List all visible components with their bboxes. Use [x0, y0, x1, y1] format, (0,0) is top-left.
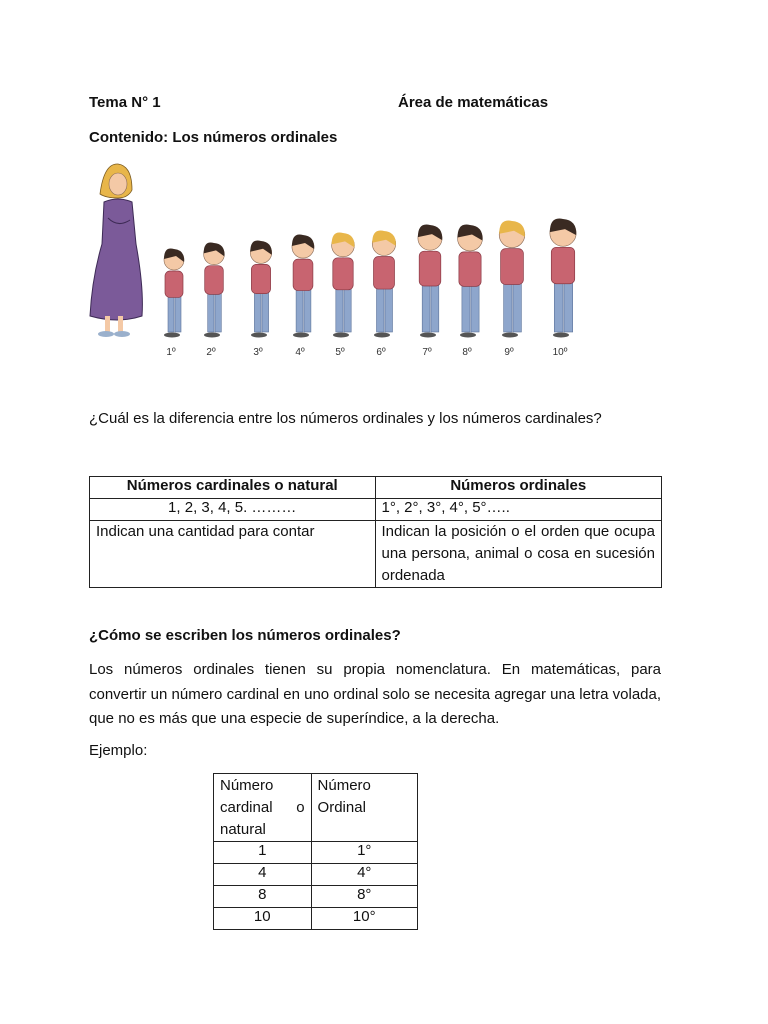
child-figure	[164, 248, 184, 337]
cardinal-cell: 8	[214, 886, 312, 908]
child-leg	[208, 292, 214, 332]
table-row	[90, 521, 662, 588]
header-numero-cardinal: Número cardinal o natural	[214, 774, 312, 842]
child-leg	[175, 295, 181, 332]
child-shoes	[374, 333, 390, 338]
child-figure	[204, 242, 225, 337]
child-figure	[499, 221, 525, 338]
child-shoes	[502, 333, 518, 338]
child-shirt	[374, 257, 395, 290]
child-shoes	[164, 333, 180, 338]
child-leg	[336, 288, 343, 332]
child-shirt	[251, 264, 270, 293]
child-figure	[332, 232, 355, 337]
table-row	[90, 499, 662, 521]
child-leg	[513, 282, 521, 332]
table-row	[214, 908, 418, 930]
contenido-heading: Contenido: Los números ordinales	[89, 129, 338, 146]
child-leg	[422, 284, 430, 332]
teacher-head	[109, 173, 127, 195]
teacher-dress	[90, 199, 142, 320]
ordinal-label: 10º	[552, 347, 568, 358]
child-shoes	[553, 333, 569, 338]
child-leg	[168, 295, 174, 332]
tema-heading: Tema N° 1	[89, 94, 161, 111]
child-leg	[471, 284, 479, 332]
child-shoes	[293, 333, 309, 338]
teacher-leg	[105, 316, 110, 332]
teacher-figure	[90, 164, 142, 337]
ordinal-label: 2º	[206, 347, 216, 358]
child-figure	[372, 230, 396, 337]
ordinal-label: 1º	[166, 347, 176, 358]
ordinal-cell: 1°	[311, 842, 417, 864]
teacher-leg	[118, 316, 123, 332]
table-row	[214, 864, 418, 886]
example-table	[213, 773, 418, 930]
header-cardinales: Números cardinales o natural	[90, 477, 376, 499]
child-leg	[304, 289, 311, 332]
child-shirt	[419, 251, 441, 286]
child-shirt	[551, 247, 574, 283]
child-figure	[418, 225, 442, 338]
teacher-shoe	[98, 331, 114, 337]
cell-ordinal-examples: 1°, 2°, 3°, 4°, 5°…..	[375, 499, 662, 521]
child-shirt	[205, 266, 224, 295]
cardinal-cell: 1	[214, 842, 312, 864]
child-shoes	[460, 333, 476, 338]
child-figure	[550, 219, 576, 338]
child-shirt	[165, 271, 183, 297]
header-numero-ordinal: Número Ordinal	[311, 774, 417, 842]
ordinal-label: 8º	[462, 347, 472, 358]
cardinal-cell: 10	[214, 908, 312, 930]
area-heading: Área de matemáticas	[398, 94, 549, 111]
child-figure	[250, 240, 271, 337]
ordinal-label: 6º	[376, 347, 386, 358]
child-leg	[385, 287, 393, 332]
table-row	[214, 842, 418, 864]
comparison-table	[89, 476, 662, 588]
question-difference: ¿Cuál es la diferencia entre los números ordinales y los números cardinales?	[89, 410, 602, 427]
example-header-row	[214, 774, 418, 842]
header-ordinales: Números ordinales	[375, 477, 662, 499]
teacher-shoe	[114, 331, 130, 337]
child-figure	[292, 234, 314, 337]
child-shirt	[459, 252, 481, 286]
child-leg	[462, 284, 470, 332]
child-shirt	[333, 258, 353, 290]
ordinal-cell: 4°	[311, 864, 417, 886]
child-leg	[344, 288, 351, 332]
question-how-written: ¿Cómo se escriben los números ordinales?	[89, 627, 401, 644]
child-shirt	[501, 249, 524, 285]
child-leg	[554, 282, 563, 332]
child-leg	[377, 287, 385, 332]
ejemplo-label: Ejemplo:	[89, 742, 148, 759]
child-leg	[504, 282, 512, 332]
child-shirt	[293, 259, 313, 290]
children-row	[164, 219, 576, 338]
ordinal-label: 7º	[422, 347, 432, 358]
ordinal-label: 4º	[295, 347, 305, 358]
child-leg	[296, 289, 303, 332]
table-row	[214, 886, 418, 908]
child-leg	[262, 292, 269, 332]
child-leg	[254, 292, 261, 332]
child-shoes	[204, 333, 220, 338]
cell-cardinal-examples: 1, 2, 3, 4, 5. ………	[90, 499, 376, 521]
child-shoes	[333, 333, 349, 338]
child-leg	[215, 292, 221, 332]
ordinal-cell: 8°	[311, 886, 417, 908]
child-leg	[431, 284, 439, 332]
cell-ordinal-definition: Indican la posición o el orden que ocupa una persona, animal o cosa en sucesión ordenada	[375, 521, 662, 588]
ordinal-cell: 10°	[311, 908, 417, 930]
ordinal-label: 9º	[504, 347, 514, 358]
ordinal-label: 3º	[253, 347, 263, 358]
ordinal-label: 5º	[335, 347, 345, 358]
comparison-header-row	[90, 477, 662, 499]
child-figure	[458, 225, 483, 338]
child-shoes	[251, 333, 267, 338]
ordinal-line-illustration	[88, 158, 588, 363]
child-shoes	[420, 333, 436, 338]
child-leg	[564, 282, 573, 332]
explanation-paragraph: Los números ordinales tienen su propia nomenclatura. En matemáticas, para convertir un número cardinal en uno ordinal solo se necesita agregar una letra volada, que no es más que una especie de superíndice, a la derecha.	[89, 661, 662, 727]
ordinal-labels	[166, 347, 567, 358]
cardinal-cell: 4	[214, 864, 312, 886]
cell-cardinal-definition: Indican una cantidad para contar	[90, 521, 376, 588]
